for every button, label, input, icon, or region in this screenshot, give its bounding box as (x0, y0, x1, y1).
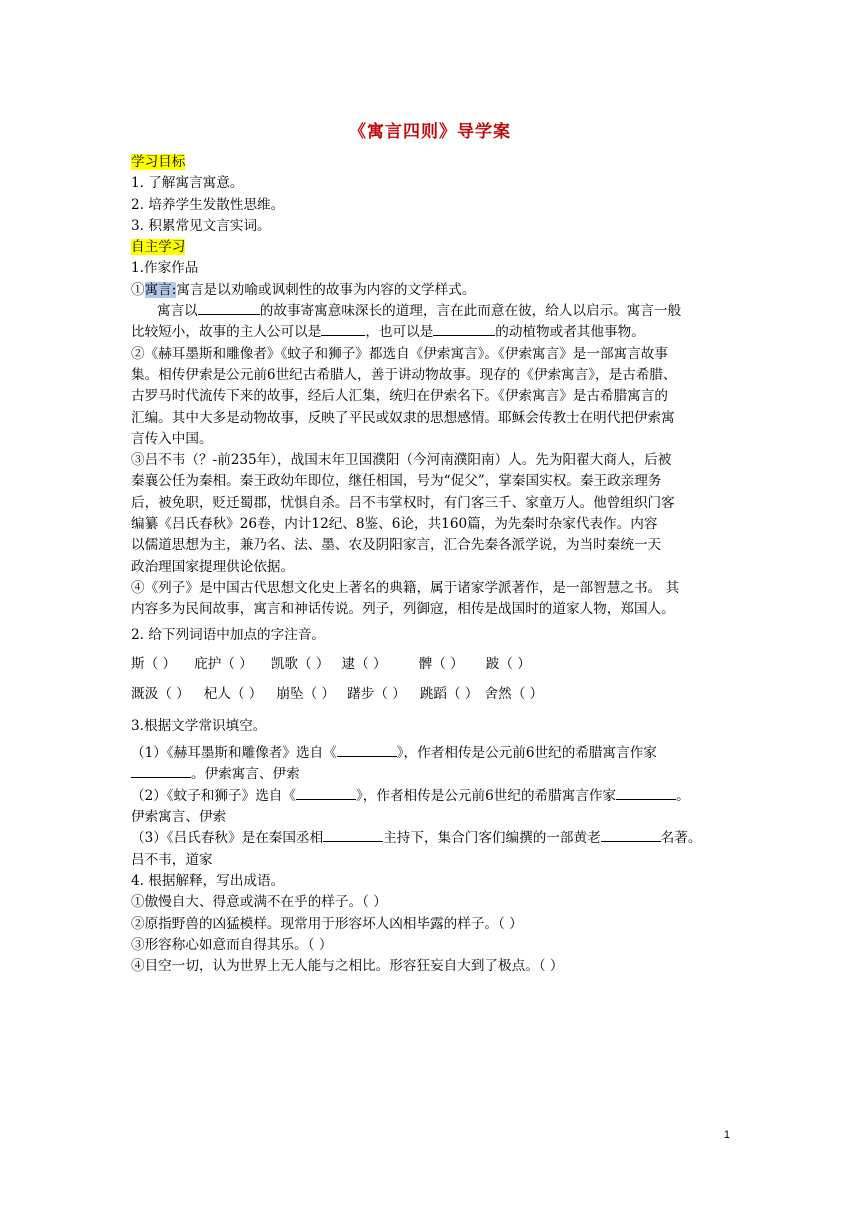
q3-item-3-answer: 吕不韦，道家 (131, 851, 213, 868)
pinyin-blank[interactable]: （ ） (158, 685, 190, 702)
section-heading-goals: 学习目标 (131, 154, 186, 170)
pinyin-blank[interactable]: （ ） (432, 655, 464, 672)
fable-paragraph: 寓言以 的故事寄寓意味深长的道理，言在此而意在彼，给人以启示。寓言一般 (157, 303, 682, 320)
fill-blank[interactable] (337, 743, 397, 757)
fill-blank[interactable] (131, 764, 191, 778)
fill-blank[interactable] (323, 828, 383, 842)
idiom-item: ④目空一切，认为世界上无人能与之相比。形容狂妄自大到了极点。（ ） (131, 958, 564, 975)
q3-item-1-cont: 。伊索寓言、伊索 (131, 764, 729, 785)
lu-buwei-paragraph: 编纂《吕氏春秋》26卷，内计12纪、8鉴、6论，共160篇，为先秦时杂家代表作。内容 (131, 516, 658, 533)
fable-paragraph-cont: 比较短小，故事的主人公可以是 ，也可以是 的动植物或者其他事物。 (131, 324, 645, 341)
fill-blank[interactable] (296, 786, 356, 800)
q3-item-2-answer: 伊索寓言、伊索 (131, 809, 227, 826)
pinyin-blank[interactable]: （ ） (499, 655, 531, 672)
pinyin-blank[interactable]: （ ） (355, 655, 387, 672)
question-4-heading: 4. 根据解释，写出成语。 (131, 872, 285, 889)
aesop-paragraph: 汇编。其中大多是动物故事，反映了平民或奴隶的思想感情。耶稣会传教士在明代把伊索寓 (131, 409, 675, 426)
liezi-paragraph: 内容多为民间故事，寓言和神话传说。列子，列御寇，相传是战国时的道家人物，郑国人。 (131, 601, 675, 618)
section-heading-self-study: 自主学习 (131, 239, 186, 256)
pinyin-row-2: 溉汲（ ） 杞人（ ） 崩坠（ ） 躇步（ ） 跳蹈（ ） 舍然（ ） (131, 685, 544, 702)
lu-buwei-paragraph: 秦襄公任为秦相。秦王政幼年即位，继任相国，号为“促父”，掌秦国实权。秦王政亲理务 (131, 473, 662, 490)
question-2-heading: 2. 给下列词语中加点的字注音。 (131, 626, 326, 643)
idiom-item: ①傲慢自大、得意或满不在乎的样子。（ ） (131, 894, 387, 911)
aesop-paragraph: ②《赫耳墨斯和雕像者》《蚊子和狮子》都选自《伊索寓言》。《伊索寓言》是一部寓言故事 (131, 345, 668, 362)
idiom-item: ③形容称心如意而自得其乐。（ ） (131, 936, 333, 953)
lu-buwei-paragraph: ③吕不韦（？-前235年），战国末年卫国濮阳（今河南濮阳南）人。先为阳翟大商人，后被 (131, 452, 672, 469)
document-body (131, 152, 729, 977)
fill-blank[interactable] (321, 322, 365, 336)
page-number: 1 (723, 1129, 730, 1141)
fill-blank[interactable] (616, 786, 676, 800)
aesop-paragraph: 古罗马时代流传下来的故事，经后人汇集，统归在伊索名下。《伊索寓言》是古希腊寓言的 (131, 388, 668, 405)
pinyin-blank[interactable]: （ ） (230, 685, 263, 702)
pinyin-blank[interactable]: （ ） (303, 685, 336, 702)
pinyin-blank[interactable]: （ ） (447, 685, 479, 702)
idiom-item: ②原指野兽的凶猛模样。现常用于形容坏人凶相毕露的样子。（ ） (131, 915, 523, 932)
q3-item-2: （2）《蚊子和狮子》选自《 》，作者相传是公元前6世纪的希腊寓言作家 。 (131, 787, 690, 804)
q3-item-3: （3）《吕氏春秋》是在秦国丞相 主持下，集合门客们编撰的一部黄老 名著。 (131, 830, 702, 847)
q3-item-1: （1）《赫耳墨斯和雕像者》选自《 》，作者相传是公元前6世纪的希腊寓言作家 (131, 745, 657, 762)
aesop-paragraph: 言传入中国。 (131, 430, 213, 447)
goal-item: 1. 了解寓言寓意。 (131, 175, 244, 192)
fill-blank[interactable] (433, 322, 495, 336)
aesop-paragraph: 集。相传伊索是公元前6世纪古希腊人，善于讲动物故事。现存的《伊索寓言》，是古希腊、 (131, 366, 677, 383)
lu-buwei-paragraph: 后，被免职，贬迁蜀郡，忧惧自杀。吕不韦掌权时，有门客三千、家童万人。他曾组织门客 (131, 494, 675, 511)
pinyin-blank[interactable]: （ ） (221, 655, 253, 672)
question-1-heading: 1.作家作品 (131, 260, 199, 277)
term-highlight: 寓言: (144, 281, 177, 298)
fill-blank[interactable] (198, 301, 260, 315)
pinyin-blank[interactable]: （ ） (511, 685, 544, 702)
goal-item: 3. 积累常见文言实词。 (131, 217, 271, 234)
lu-buwei-paragraph: 政治理国家提理供论依据。 (131, 558, 295, 575)
goal-item: 2. 培养学生发散性思维。 (131, 196, 285, 213)
fill-blank[interactable] (601, 828, 661, 842)
lu-buwei-paragraph: 以儒道思想为主，兼乃名、法、墨、农及阴阳家言，汇合先秦各派学说，为当时秦统一天 (131, 537, 662, 554)
fable-definition: ①寓言:寓言是以劝喻或讽刺性的故事为内容的文学样式。 (131, 281, 476, 298)
pinyin-row-1: 斯（ ） 庇护（ ） 凯歌（ ） 逮（ ） 髀（ ） 跛（ ） (131, 655, 531, 672)
pinyin-blank[interactable]: （ ） (374, 685, 406, 702)
pinyin-blank[interactable]: （ ） (144, 655, 177, 672)
liezi-paragraph: ④《列子》是中国古代思想文化史上著名的典籍，属于诸家学派著作，是一部智慧之书。 其 (131, 579, 680, 596)
pinyin-blank[interactable]: （ ） (298, 655, 330, 672)
page-title: 《寓言四则》导学案 (349, 122, 511, 142)
question-3-heading: 3.根据文学常识填空。 (131, 717, 267, 734)
